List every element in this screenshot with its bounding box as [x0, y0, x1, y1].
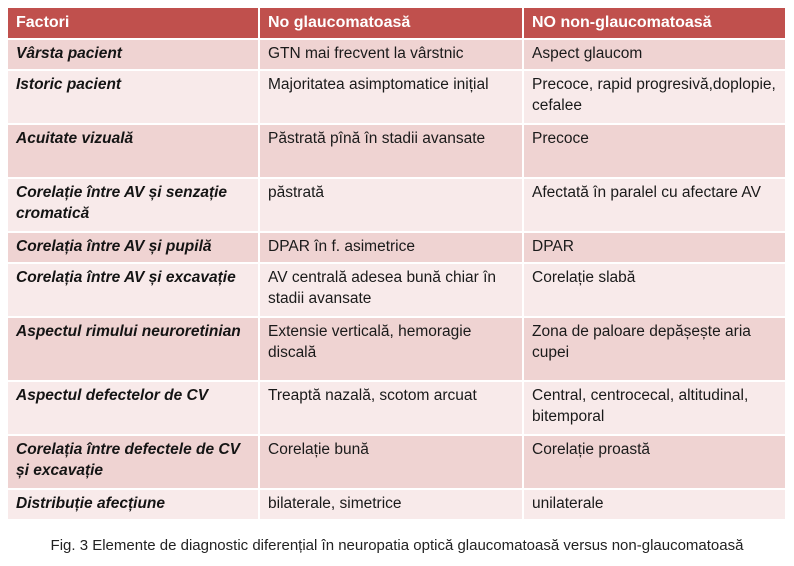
glaucomatous-cell: GTN mai frecvent la vârstnic [259, 39, 523, 70]
header-row [7, 7, 786, 39]
glaucomatous-cell: Extensie verticală, hemoragie discală [259, 317, 523, 381]
factor-cell: Aspectul defectelor de CV [7, 381, 259, 435]
non-glaucomatous-cell: Corelație slabă [523, 263, 786, 317]
glaucomatous-cell: DPAR în f. asimetrice [259, 232, 523, 263]
factor-cell: Corelația între AV și pupilă [7, 232, 259, 263]
table-row [7, 70, 786, 124]
table-body [7, 39, 786, 520]
glaucomatous-cell: Majoritatea asimptomatice inițial [259, 70, 523, 124]
factor-cell: Aspectul rimului neuroretinian [7, 317, 259, 381]
factor-cell: Distribuție afecțiune [7, 489, 259, 520]
non-glaucomatous-cell: Precoce [523, 124, 786, 178]
header-glaucomatous: No glaucomatoasă [259, 7, 523, 39]
glaucomatous-cell: păstrată [259, 178, 523, 232]
header-non-glaucomatous: NO non-glaucomatoasă [523, 7, 786, 39]
header-factors: Factori [7, 7, 259, 39]
glaucomatous-cell: Corelație bună [259, 435, 523, 489]
non-glaucomatous-cell: unilaterale [523, 489, 786, 520]
non-glaucomatous-cell: Precoce, rapid progresivă,doplopie, cefalee [523, 70, 786, 124]
factor-cell: Corelația între defectele de CV și excavație [7, 435, 259, 489]
factor-cell: Vârsta pacient [7, 39, 259, 70]
factor-cell: Corelație între AV și senzație cromatică [7, 178, 259, 232]
table-row [7, 124, 786, 178]
table-row [7, 39, 786, 70]
figure-caption: Fig. 3 Elemente de diagnostic diferențial în neuropatia optică glaucomatoasă versus non-glaucomatoasă [50, 537, 744, 554]
glaucomatous-cell: Treaptă nazală, scotom arcuat [259, 381, 523, 435]
glaucomatous-cell: Păstrată pînă în stadii avansate [259, 124, 523, 178]
factor-cell: Istoric pacient [7, 70, 259, 124]
non-glaucomatous-cell: Aspect glaucom [523, 39, 786, 70]
table-row [7, 317, 786, 381]
table-row [7, 232, 786, 263]
table-row [7, 489, 786, 520]
differential-diagnosis-table [6, 6, 787, 521]
glaucomatous-cell: AV centrală adesea bună chiar în stadii avansate [259, 263, 523, 317]
non-glaucomatous-cell: DPAR [523, 232, 786, 263]
factor-cell: Corelația între AV și excavație [7, 263, 259, 317]
table-header [7, 7, 786, 39]
glaucomatous-cell: bilaterale, simetrice [259, 489, 523, 520]
table-row [7, 435, 786, 489]
table-row [7, 381, 786, 435]
non-glaucomatous-cell: Central, centrocecal, altitudinal, bitemporal [523, 381, 786, 435]
non-glaucomatous-cell: Corelație proastă [523, 435, 786, 489]
non-glaucomatous-cell: Zona de paloare depășește aria cupei [523, 317, 786, 381]
table-row [7, 178, 786, 232]
factor-cell: Acuitate vizuală [7, 124, 259, 178]
non-glaucomatous-cell: Afectată în paralel cu afectare AV [523, 178, 786, 232]
table-row [7, 263, 786, 317]
